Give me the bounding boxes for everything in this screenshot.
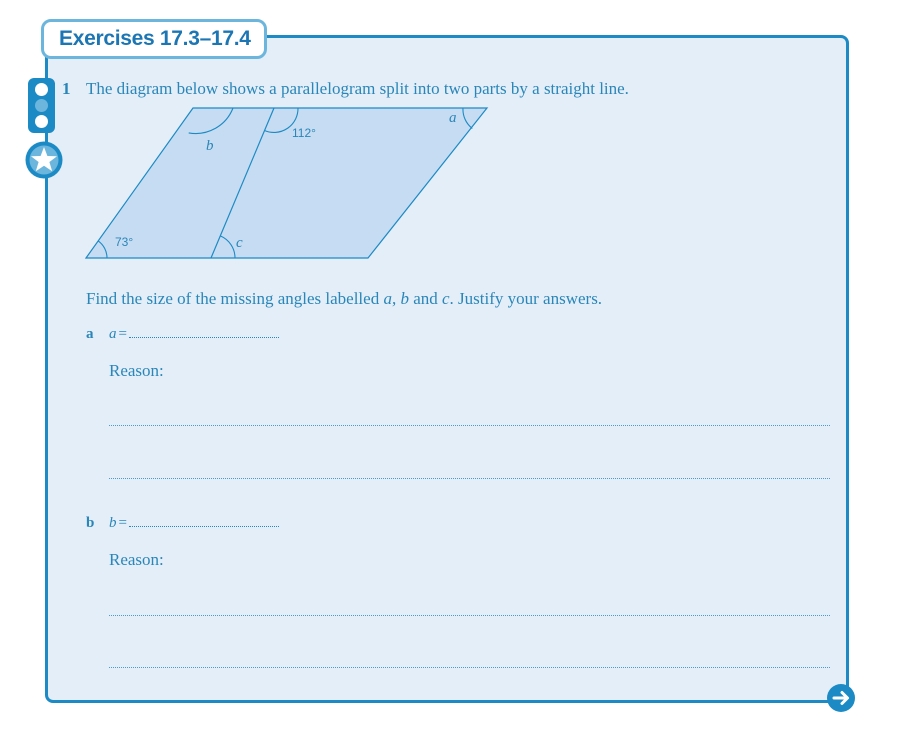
- progress-dot-active: [35, 99, 48, 112]
- angle-label-a: a: [449, 110, 457, 126]
- reason-label-b: Reason:: [109, 550, 164, 569]
- progress-dot: [35, 83, 48, 96]
- answer-row-b: [109, 515, 279, 532]
- star-badge-icon: [24, 140, 64, 180]
- answer-var: a: [109, 326, 117, 342]
- equals-sign: =: [118, 515, 127, 531]
- answer-blank-a[interactable]: [129, 326, 279, 338]
- equals-sign: =: [118, 326, 127, 342]
- question-text: The diagram below shows a parallelogram split into two parts by a straight line.: [86, 79, 629, 98]
- instruction-sep: and: [408, 289, 442, 308]
- page-title: Exercises 17.3–17.4: [59, 27, 251, 50]
- instruction-sep: ,: [391, 289, 401, 308]
- progress-dots-icon: [28, 78, 55, 133]
- arrow-right-circle-icon[interactable]: [826, 683, 856, 713]
- angle-label-73: 73°: [115, 235, 134, 249]
- parallelogram-diagram: [78, 98, 498, 268]
- reason-line-b1[interactable]: [109, 603, 830, 616]
- instruction-var-a: a: [383, 289, 392, 308]
- part-label-b: b: [86, 515, 95, 531]
- instruction-var-b: b: [400, 289, 409, 308]
- angle-label-c: c: [236, 235, 243, 251]
- reason-label-a: Reason:: [109, 361, 164, 380]
- instruction-text: [86, 289, 602, 309]
- angle-label-112: 112°: [292, 126, 316, 140]
- instruction-suffix: . Justify your answers.: [449, 289, 603, 308]
- progress-dot: [35, 115, 48, 128]
- part-label-a: a: [86, 326, 94, 342]
- reason-line-a2[interactable]: [109, 466, 830, 479]
- answer-blank-b[interactable]: [129, 515, 279, 527]
- answer-row-a: [109, 326, 279, 343]
- reason-line-b2[interactable]: [109, 655, 830, 668]
- answer-var: b: [109, 515, 117, 531]
- reason-line-a1[interactable]: [109, 413, 830, 426]
- question-number: 1: [62, 79, 71, 98]
- angle-label-b: b: [206, 138, 214, 154]
- instruction-var-c: c: [442, 289, 450, 308]
- parallelogram-shape: [86, 108, 487, 258]
- instruction-prefix: Find the size of the missing angles labelled: [86, 289, 384, 308]
